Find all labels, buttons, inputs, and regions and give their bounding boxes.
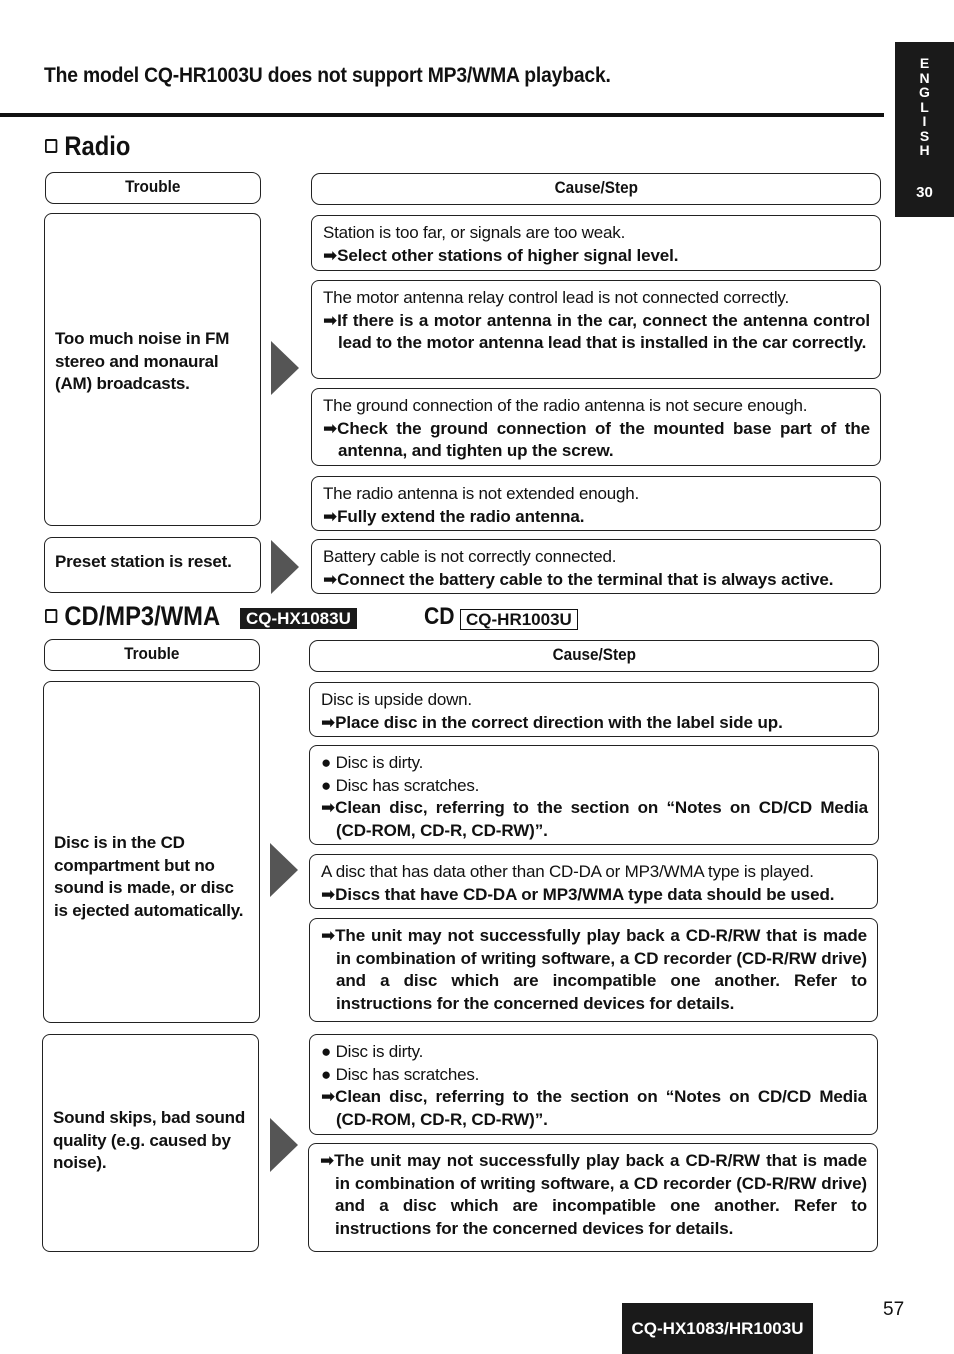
tab-letter: I — [922, 113, 927, 129]
language-letters — [895, 56, 954, 158]
cd-cause-header — [309, 640, 879, 672]
arrow-right-icon — [271, 341, 299, 395]
trouble-header-label: Trouble — [125, 177, 181, 196]
radio-trouble-header — [45, 172, 261, 204]
cause-step-box — [311, 539, 881, 594]
arrow-right-icon — [270, 1118, 298, 1172]
radio-cause-header — [311, 173, 881, 205]
cd-trouble-box — [42, 1034, 259, 1252]
bullet-text: Disc is dirty. — [335, 1042, 424, 1061]
cause-header-label: Cause/Step — [552, 645, 636, 664]
cause-step-box — [311, 215, 881, 271]
cause-text: A disc that has data other than CD-DA or MP3/WMA type is played. — [321, 862, 814, 881]
cause-step-box — [311, 280, 881, 379]
step-text: ➡Connect the battery cable to the terminal that is always active. — [323, 569, 834, 589]
bullet-item: ● Disc has scratches. — [321, 1064, 480, 1084]
tab-letter: S — [919, 127, 930, 144]
cause-text: The motor antenna relay control lead is not connected correctly. — [323, 288, 789, 307]
header-rule — [0, 113, 884, 117]
radio-heading — [45, 131, 130, 162]
tab-letter: L — [920, 98, 929, 115]
bullet-text: Disc has scratches. — [335, 775, 480, 795]
step-text: ➡Clean disc, referring to the section on “Notes on CD/CD Media (CD-ROM, CD-R, CD-RW)”. — [321, 798, 868, 840]
model-badge-hr1003u: CQ-HR1003U — [460, 609, 578, 630]
cd-label: CD — [424, 603, 455, 630]
trouble-text: Disc is in the CD compartment but no sound is made, or disc is ejected automatically. — [54, 833, 244, 920]
cd-trouble-header — [44, 639, 260, 671]
step-text: ➡Place disc in the correct direction with the label side up. — [321, 712, 783, 732]
tab-letter: N — [919, 69, 930, 86]
step-text: ➡Select other stations of higher signal level. — [323, 245, 679, 265]
cause-step-box — [309, 682, 879, 737]
cause-step-box — [311, 476, 881, 531]
step-text: ➡Discs that have CD-DA or MP3/WMA type data should be used. — [321, 884, 835, 904]
cd-heading — [45, 601, 220, 632]
radio-trouble-box — [44, 213, 261, 526]
bullet-item: ● Disc has scratches. — [321, 775, 480, 795]
step-text: ➡Clean disc, referring to the section on “Notes on CD/CD Media (CD-ROM, CD-R, CD-RW)”. — [321, 1087, 867, 1129]
tab-letter: E — [919, 55, 930, 71]
bullet-text: Disc is dirty. — [335, 753, 424, 772]
trouble-text: Sound skips, bad sound quality (e.g. caused by noise). — [53, 1108, 246, 1172]
bullet-item: ● Disc is dirty. — [321, 1042, 424, 1061]
radio-trouble-box — [44, 537, 261, 593]
cause-text: Battery cable is not correctly connected. — [323, 547, 617, 566]
model-badge-hx1083u: CQ-HX1083U — [240, 608, 357, 629]
bullet-text: Disc has scratches. — [335, 1064, 480, 1084]
step-text: ➡The unit may not successfully play back a CD-R/RW that is made in combination of writing software, a CD recorder (CD-R/RW drive) and a disc which are incompatible one another. Refer to instructions for the concerned devices for details. — [321, 926, 867, 1013]
radio-heading-text: Radio — [64, 131, 131, 161]
checkbox-square-icon — [45, 609, 57, 623]
cd-trouble-box — [43, 681, 260, 1023]
step-text: ➡The unit may not successfully play back a CD-R/RW that is made in combination of writing software, a CD recorder (CD-R/RW drive) and a disc which are incompatible one another. Refer to instructions for the concerned devices for details. — [320, 1151, 867, 1238]
arrow-right-icon — [270, 843, 298, 897]
tab-section-number: 30 — [916, 184, 933, 201]
step-text: ➡Fully extend the radio antenna. — [323, 506, 585, 526]
tab-letter: G — [919, 84, 930, 100]
cause-text: The ground connection of the radio antenna is not secure enough. — [323, 396, 808, 415]
bullet-item: ● Disc is dirty. — [321, 753, 424, 772]
cause-text: Station is too far, or signals are too weak. — [323, 223, 626, 242]
step-text: ➡Check the ground connection of the mounted base part of the antenna, and tighten up the screw. — [323, 418, 870, 460]
cause-step-box — [309, 1034, 878, 1135]
language-tab — [895, 42, 954, 217]
cause-step-box — [308, 1143, 878, 1252]
step-text: ➡If there is a motor antenna in the car, connect the antenna control lead to the motor antenna lead that is installed in the car correctly. — [323, 310, 870, 352]
cause-step-box — [309, 918, 878, 1022]
cause-step-box — [309, 745, 879, 845]
cd-heading-text: CD/MP3/WMA — [64, 601, 221, 631]
cause-step-box — [311, 388, 881, 466]
cause-text: The radio antenna is not extended enough. — [323, 484, 639, 503]
cause-text: Disc is upside down. — [321, 690, 472, 709]
footer-model-badge: CQ-HX1083/HR1003U — [622, 1303, 813, 1354]
cause-step-box — [309, 854, 878, 909]
trouble-text: Too much noise in FM stereo and monaural (AM) broadcasts. — [55, 329, 230, 393]
checkbox-square-icon — [45, 139, 57, 153]
model-notice: The model CQ-HR1003U does not support MP3/WMA playback. — [44, 64, 611, 87]
trouble-header-label: Trouble — [124, 644, 180, 663]
page-number: 57 — [883, 1299, 905, 1320]
cause-header-label: Cause/Step — [554, 178, 638, 197]
tab-letter: H — [919, 142, 930, 158]
trouble-text: Preset station is reset. — [55, 552, 232, 571]
arrow-right-icon — [271, 540, 299, 594]
